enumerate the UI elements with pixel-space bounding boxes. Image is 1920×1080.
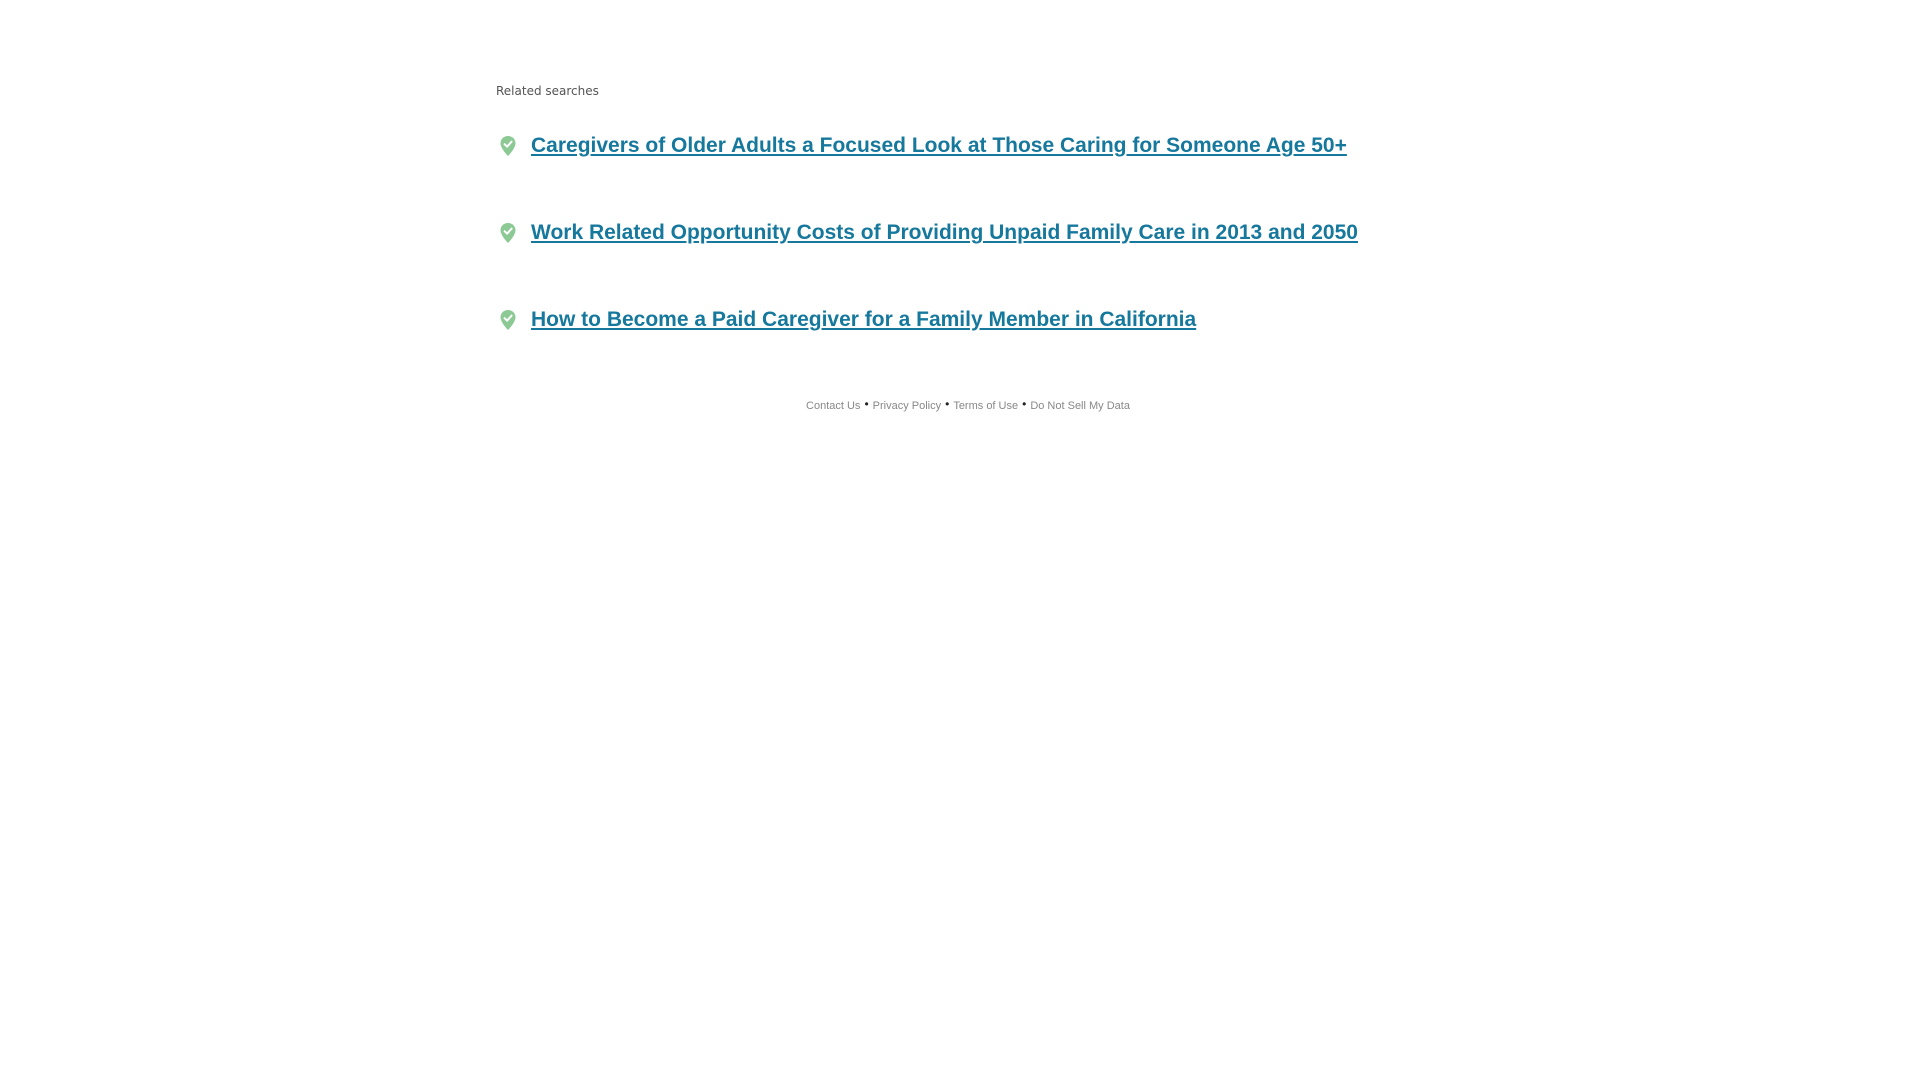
footer-links — [496, 398, 1440, 412]
terms-of-use-link[interactable]: Terms of Use — [953, 400, 1019, 412]
list-item — [496, 302, 1424, 338]
related-searches-heading: Related searches — [496, 84, 599, 98]
list-item — [496, 215, 1424, 251]
related-search-link[interactable]: How to Become a Paid Caregiver for a Family Member in California — [531, 308, 1197, 331]
list-item — [496, 128, 1424, 164]
related-searches-list — [496, 128, 1424, 389]
footer-separator: • — [1022, 397, 1027, 411]
do-not-sell-my-data-link[interactable]: Do Not Sell My Data — [1030, 400, 1130, 412]
check-pin-icon — [497, 134, 519, 158]
footer-separator: • — [945, 397, 950, 411]
privacy-policy-link[interactable]: Privacy Policy — [872, 400, 942, 412]
related-search-link[interactable]: Work Related Opportunity Costs of Providing Unpaid Family Care in 2013 and 2050 — [531, 221, 1358, 244]
related-search-link[interactable]: Caregivers of Older Adults a Focused Look at Those Caring for Someone Age 50+ — [531, 134, 1347, 157]
check-pin-icon — [497, 221, 519, 245]
check-pin-icon — [497, 308, 519, 332]
footer-separator: • — [864, 397, 869, 411]
contact-us-link[interactable]: Contact Us — [806, 400, 861, 412]
